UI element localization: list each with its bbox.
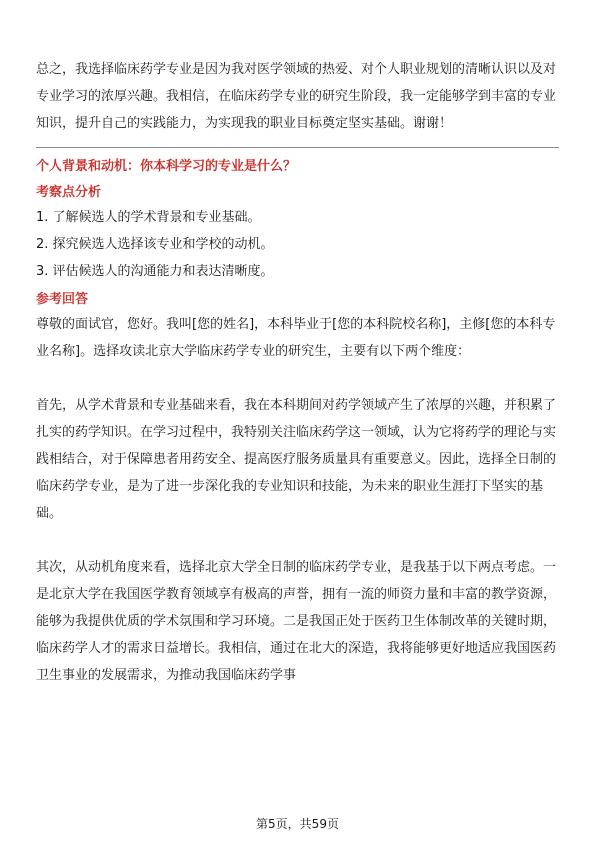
page-number: 第5页，共59页	[256, 817, 339, 831]
question-title: 个人背景和动机：你本科学习的专业是什么？	[36, 159, 297, 174]
analysis-item: 1. 了解候选人的学术背景和专业基础。	[36, 210, 261, 225]
analysis-heading: 考察点分析	[36, 185, 102, 200]
answer-paragraph: 尊敬的面试官，您好。我叫[您的姓名]，本科毕业于[您的本科院校名称]，主修[您的本科专业名称]。选择攻读北京大学临床药学专业的研究生，主要有以下两个维度：	[36, 317, 556, 359]
document-page	[36, 56, 559, 689]
answer-paragraph: 其次，从动机角度来看，选择北京大学全日制的临床药学专业，是我基于以下两点考虑。一是北京大学在我国医学教育领域享有极高的声誉，拥有一流的师资力量和丰富的教学资源，能够为我提供优质的学术氛围和学习环境。二是我国正处于医药卫生体制改革的关键时期，临床药学人才的需求日益增长。我相信，通过在北大的深造，我将能够更好地适应我国医药卫生事业的发展需求，为推动我国临床药学事	[36, 560, 557, 683]
section-divider	[36, 147, 559, 148]
analysis-item: 2. 探究候选人选择该专业和学校的动机。	[36, 237, 274, 252]
answer-heading: 参考回答	[36, 292, 89, 307]
analysis-item: 3. 评估候选人的沟通能力和表达清晰度。	[36, 264, 274, 279]
analysis-list	[36, 204, 559, 285]
answer-paragraph: 首先，从学术背景和专业基础来看，我在本科期间对药学领域产生了浓厚的兴趣，并积累了扎实的药学知识。在学习过程中，我特别关注临床药学这一领域，认为它将药学的理论与实践相结合，对于保障患者用药安全、提高医疗服务质量具有重要意义。因此，选择全日制的临床药学专业，是为了进一步深化我的专业知识和技能，为未来的职业生涯打下坚实的基础。	[36, 398, 557, 521]
closing-paragraph: 总之，我选择临床药学专业是因为我对医学领域的热爱、对个人职业规划的清晰认识以及对专业学习的浓厚兴趣。我相信，在临床药学专业的研究生阶段，我一定能够学到丰富的专业知识，提升自己的实践能力，为实现我的职业目标奠定坚实基础。谢谢！	[36, 62, 557, 131]
